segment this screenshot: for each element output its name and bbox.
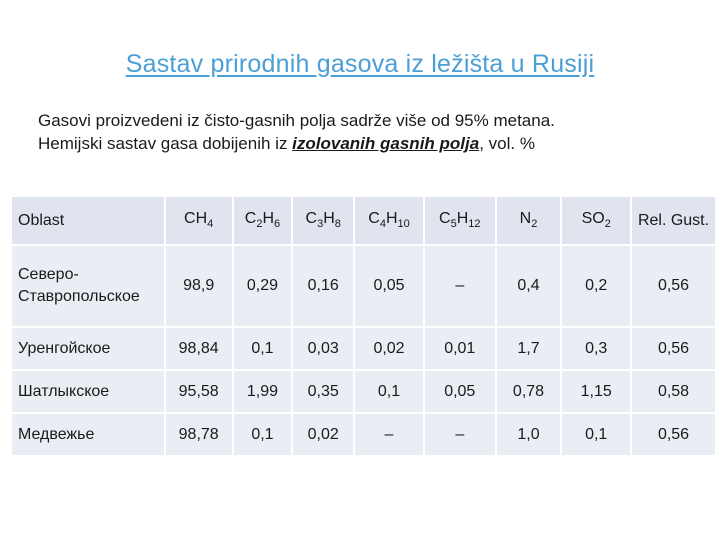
table-row xyxy=(11,327,716,370)
value-cell: 0,35 xyxy=(292,370,354,413)
intro-line-2 xyxy=(38,132,698,155)
intro-line-2-post: , vol. % xyxy=(479,134,535,153)
header-c5h12: $C_5H_{12}$ xyxy=(424,196,496,245)
intro-line-2-pre: Hemijski sastav gasa dobijenih iz xyxy=(38,134,293,153)
value-cell: 0,56 xyxy=(631,413,716,456)
header-ch4: $CH_4$ xyxy=(165,196,233,245)
header-c4h10: $C_4H_{10}$ xyxy=(354,196,424,245)
value-cell: – xyxy=(424,413,496,456)
region-cell: Северо- Ставропольское xyxy=(11,245,165,327)
value-cell: 0,02 xyxy=(292,413,354,456)
value-cell: 0,1 xyxy=(233,413,293,456)
value-cell: 0,56 xyxy=(631,327,716,370)
value-cell: 0,29 xyxy=(233,245,293,327)
value-cell: 0,58 xyxy=(631,370,716,413)
table-row xyxy=(11,413,716,456)
header-so2: $SO_2$ xyxy=(561,196,631,245)
value-cell: – xyxy=(354,413,424,456)
page-title: Sastav prirodnih gasova iz ležišta u Rusiji xyxy=(125,50,595,78)
value-cell: 0,05 xyxy=(424,370,496,413)
value-cell: 1,15 xyxy=(561,370,631,413)
gas-composition-table xyxy=(10,195,717,457)
value-cell: 0,1 xyxy=(354,370,424,413)
value-cell: – xyxy=(424,245,496,327)
value-cell: 1,0 xyxy=(496,413,562,456)
intro-text xyxy=(38,109,698,155)
value-cell: 0,03 xyxy=(292,327,354,370)
value-cell: 0,1 xyxy=(233,327,293,370)
header-rel-gust: Rel. Gust. xyxy=(631,196,716,245)
header-c2h6: $C_2H_6$ xyxy=(233,196,293,245)
value-cell: 1,99 xyxy=(233,370,293,413)
table-row xyxy=(11,245,716,327)
value-cell: 0,78 xyxy=(496,370,562,413)
value-cell: 98,78 xyxy=(165,413,233,456)
value-cell: 0,05 xyxy=(354,245,424,327)
value-cell: 0,01 xyxy=(424,327,496,370)
intro-line-2-emphasis: izolovanih gasnih polja xyxy=(292,134,480,153)
value-cell: 98,9 xyxy=(165,245,233,327)
table-row xyxy=(11,370,716,413)
region-cell: Шатлыкское xyxy=(11,370,165,413)
value-cell: 0,3 xyxy=(561,327,631,370)
table-header-row xyxy=(11,196,716,245)
value-cell: 98,84 xyxy=(165,327,233,370)
header-c3h8: $C_3H_8$ xyxy=(292,196,354,245)
region-cell: Уренгойское xyxy=(11,327,165,370)
value-cell: 0,56 xyxy=(631,245,716,327)
intro-line-1: Gasovi proizvedeni iz čisto-gasnih polja sadrže više od 95% metana. xyxy=(38,111,555,130)
value-cell: 0,2 xyxy=(561,245,631,327)
value-cell: 0,02 xyxy=(354,327,424,370)
header-oblast: Oblast xyxy=(11,196,165,245)
value-cell: 0,1 xyxy=(561,413,631,456)
header-n2: $N_2$ xyxy=(496,196,562,245)
region-cell: Медвежье xyxy=(11,413,165,456)
value-cell: 95,58 xyxy=(165,370,233,413)
value-cell: 1,7 xyxy=(496,327,562,370)
value-cell: 0,16 xyxy=(292,245,354,327)
value-cell: 0,4 xyxy=(496,245,562,327)
